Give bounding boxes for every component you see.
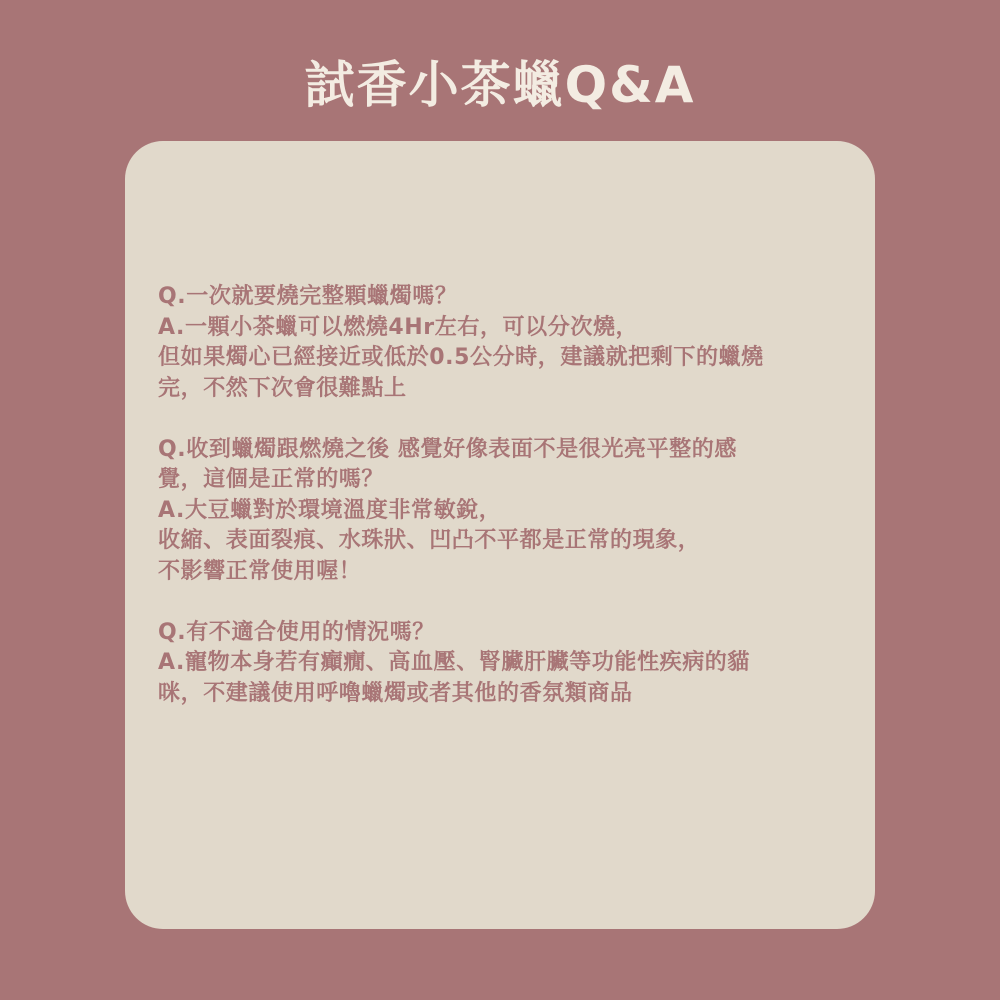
- qa-list: [158, 282, 870, 740]
- qa-item-candle-burn: [158, 282, 870, 404]
- answer-line: A.大豆蠟對於環境溫度非常敏銳，: [158, 497, 502, 523]
- question-line: Q.收到蠟燭跟燃燒之後 感覺好像表面不是很光亮平整的感: [158, 436, 737, 462]
- answer-line: 不影響正常使用喔！: [158, 558, 362, 584]
- answer-line: 但如果燭心已經接近或低於0.5公分時，建議就把剩下的蠟燒: [158, 345, 764, 370]
- qa-item-surface: [158, 435, 870, 588]
- question-line: Q.有不適合使用的情況嗎？: [158, 619, 435, 645]
- page-title: 試香小茶蠟Q&A: [304, 56, 696, 114]
- question-line: Q.一次就要燒完整顆蠟燭嗎？: [158, 284, 458, 309]
- answer-line: A.一顆小茶蠟可以燃燒4Hr左右，可以分次燒，: [158, 314, 639, 340]
- answer-line: 咪，不建議使用呼嚕蠟燭或者其他的香氛類商品: [158, 680, 633, 706]
- qa-item-unsuitable: [158, 618, 870, 710]
- answer-line: 完，不然下次會很難點上: [158, 375, 407, 401]
- answer-line: A.寵物本身若有癲癇、高血壓、腎臟肝臟等功能性疾病的貓: [158, 650, 750, 675]
- question-line: 覺，這個是正常的嗎？: [158, 467, 385, 492]
- answer-line: 收縮、表面裂痕、水珠狀、凹凸不平都是正常的現象，: [158, 528, 701, 553]
